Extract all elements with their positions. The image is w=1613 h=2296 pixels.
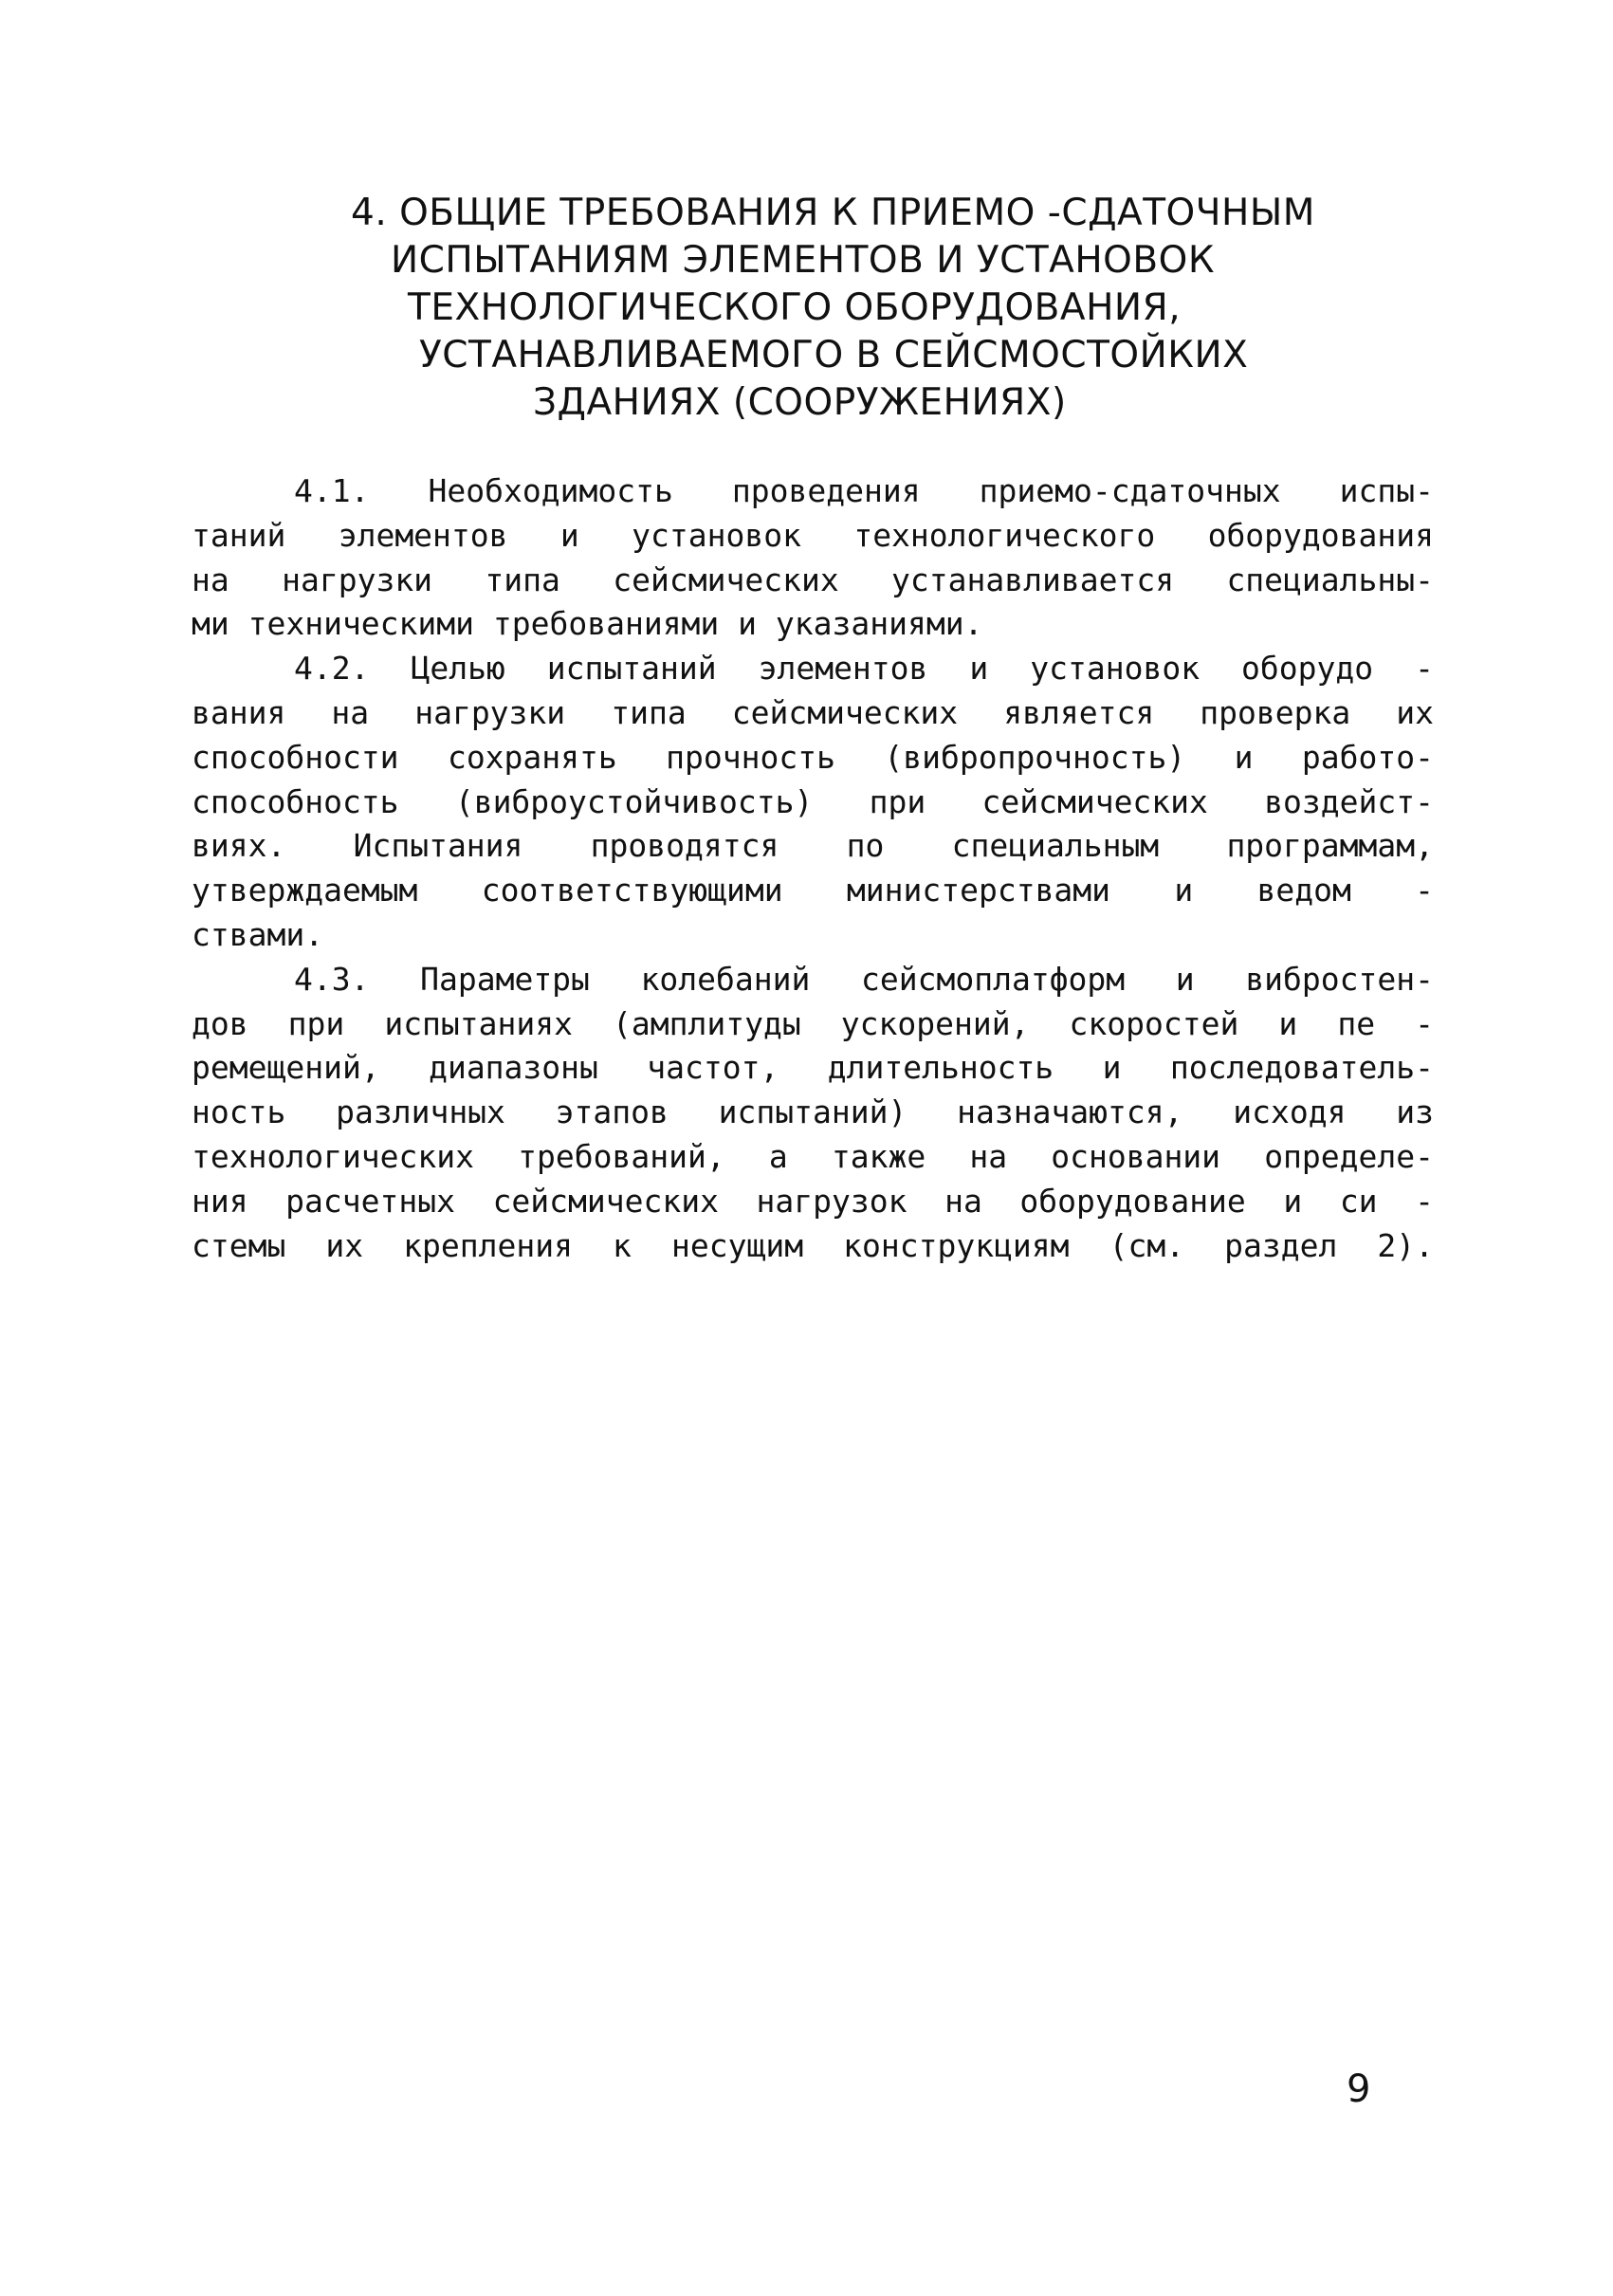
- paragraph-line: стемы их крепления к несущим конструкциям (см. раздел 2).: [192, 1226, 1434, 1264]
- paragraph-line: виях. Испытания проводятся по специальным программам,: [192, 827, 1434, 865]
- paragraph-line: 4.3. Параметры колебаний сейсмоплатформ и вибростен-: [294, 960, 1434, 998]
- paragraph-line: дов при испытаниях (амплитуды ускорений, скоростей и пе -: [192, 1004, 1434, 1042]
- heading-line: ЗДАНИЯХ (СООРУЖЕНИЯХ): [533, 381, 1067, 424]
- paragraph-line: способность (виброустойчивость) при сейсмических воздейст-: [192, 782, 1434, 820]
- section-heading: [322, 190, 1460, 427]
- paragraph-line: утверждаемым соответствующими министерствами и ведом -: [192, 872, 1434, 909]
- paragraph-4-3: [192, 958, 1434, 1269]
- page-number: 9: [1347, 2067, 1371, 2111]
- document-body: [192, 469, 1434, 1268]
- paragraph-4-2: [192, 647, 1434, 958]
- paragraph-line: 4.1. Необходимость проведения приемо-сдаточных испы-: [294, 472, 1434, 509]
- paragraph-line: 4.2. Целью испытаний элементов и установок оборудо -: [294, 650, 1434, 688]
- paragraph-line: вания на нагрузки типа сейсмических является проверка их: [192, 693, 1434, 731]
- paragraph-line: способности сохранять прочность (вибропрочность) и работо-: [192, 738, 1434, 776]
- heading-line: ТЕХНОЛОГИЧЕСКОГО ОБОРУДОВАНИЯ,: [408, 286, 1182, 329]
- paragraph-line: технологических требований, а также на основании определе-: [192, 1137, 1434, 1175]
- paragraph-line: ремещений, диапазоны частот, длительность и последователь-: [192, 1049, 1434, 1087]
- paragraph-line: ния расчетных сейсмических нагрузок на оборудование и си -: [192, 1182, 1434, 1220]
- heading-line: ИСПЫТАНИЯМ ЭЛЕМЕНТОВ И УСТАНОВОК: [391, 239, 1216, 282]
- paragraph-line: ствами.: [192, 915, 324, 953]
- heading-line: 4. ОБЩИЕ ТРЕБОВАНИЯ К ПРИЕМО -СДАТОЧНЫМ: [351, 192, 1315, 234]
- heading-line: УСТАНАВЛИВАЕМОГО В СЕЙСМОСТОЙКИХ: [419, 334, 1249, 377]
- paragraph-line: на нагрузки типа сейсмических устанавливается специальны-: [192, 560, 1434, 598]
- paragraph-4-1: [192, 469, 1434, 647]
- paragraph-line: таний элементов и установок технологического оборудования: [192, 516, 1434, 554]
- paragraph-line: ность различных этапов испытаний) назначаются, исходя из: [192, 1093, 1434, 1131]
- paragraph-line: ми техническими требованиями и указаниями.: [192, 605, 983, 643]
